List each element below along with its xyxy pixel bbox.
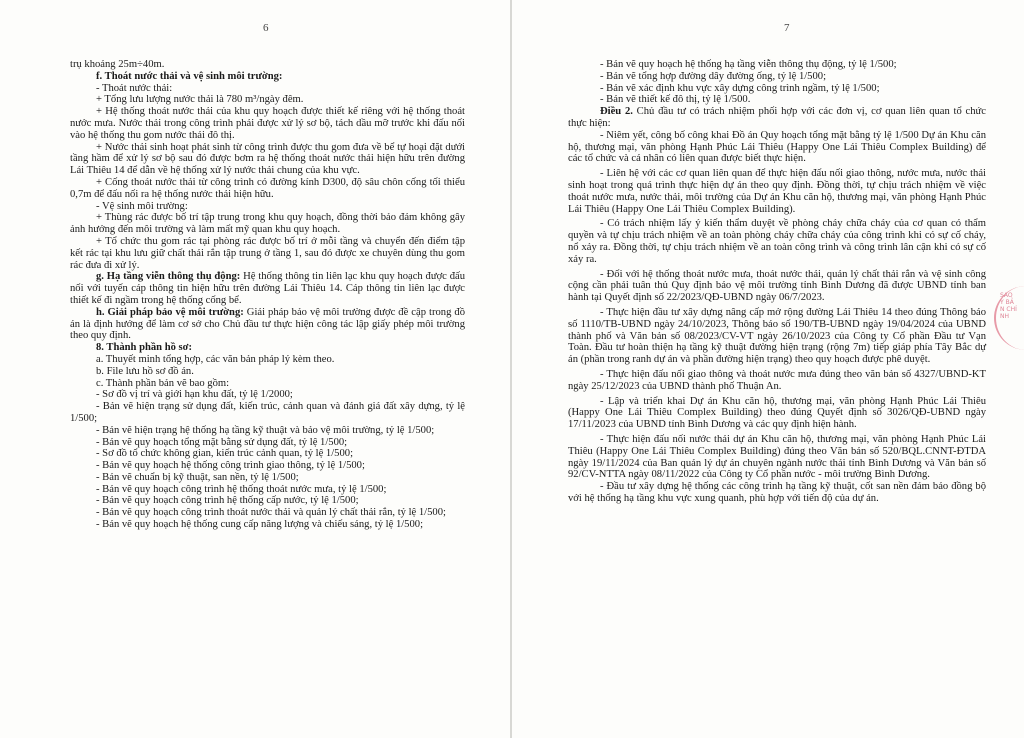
- list-item: - Bản vẽ quy hoạch tổng mặt bằng sử dụng đất, tỷ lệ 1/500;: [96, 436, 348, 448]
- paragraph: - Liên hệ với các cơ quan liên quan để thực hiện đấu nối giao thông, nước mưa, nước thải sinh hoạt trong quá trình thực hiện dự án theo quy định. Đồng thời, tự chịu trách nhiệm về việc thoát nước mưa, nước thải, môi trường của Dự án Khu căn hộ, thương mại, văn phòng Hạnh Phúc Lái Thiêu (Happy One Lái Thiêu Complex Building).: [568, 168, 986, 215]
- paragraph: - Có trách nhiệm lấy ý kiến thẩm duyệt về phòng cháy chữa cháy của cơ quan có thẩm quyền và tự chịu trách nhiệm về an toàn phòng cháy chữa cháy của công trình khi có sự cố cháy, nổ xảy ra. Đồng thời, tự chịu trách nhiệm về an toàn công trình và công trình lân cận khi có sự cố xảy ra.: [568, 218, 986, 265]
- section-h: [70, 307, 465, 342]
- section-g: [70, 271, 465, 306]
- section-heading-g: g. Hạ tầng viễn thông thụ động:: [96, 271, 241, 283]
- left-page: [0, 0, 510, 738]
- list-item: - Sơ đồ vị trí và giới hạn khu đất, tỷ lệ 1/2000;: [96, 389, 293, 401]
- paragraph: - Vệ sinh môi trường:: [96, 200, 188, 212]
- paragraph: - Thoát nước thải:: [96, 82, 173, 94]
- paragraph: - Thực hiện đấu nối nước thải dự án Khu căn hộ, thương mại, văn phòng Hạnh Phúc Lái Thiêu (Happy One Lái Thiêu Complex Building) đúng theo Văn bản số 520/BQL.CNNT-ĐTDA ngày 19/11/2024 của Ban quản lý dự án chuyên ngành nước thải tỉnh Bình Dương và Văn bản số 92/CV-NTTA ngày 08/11/2022 của Công ty Cổ phần nước - môi trường Bình Dương.: [568, 433, 986, 481]
- paragraph: c. Thành phần bản vẽ bao gồm:: [96, 377, 230, 389]
- article-heading: Điều 2.: [600, 106, 633, 118]
- paragraph: - Thực hiện đầu tư xây dựng nâng cấp mở rộng đường Lái Thiêu 14 theo đúng Thông báo số 1110/TB-UBND ngày 24/10/2023, Thông báo số 190/TB-UBND ngày 19/04/2024 của UBND thành phố và Văn bản số 08/2023/CV-VT ngày 26/10/2023 của Công ty Cổ phần Đầu tư Vạn Toàn. Đầu tư hoàn thiện hạ tầng kỹ thuật đường hiện trạng (rộng 7m) tiếp giáp phía Tây Bắc dự án (phần trong ranh dự án và phần đường hiện trạng) theo quy hoạch được phê duyệt.: [568, 306, 986, 366]
- paragraph: - Lập và triển khai Dự án Khu căn hộ, thương mại, văn phòng Hạnh Phúc Lái Thiêu (Happy One Lái Thiêu Complex Building) theo đúng Quyết định số 3026/QĐ-UBND ngày 17/11/2023 của UBND tỉnh Bình Dương và các quy định hiện hành.: [568, 395, 986, 431]
- paragraph: + Nước thải sinh hoạt phát sinh từ công trình được thu gom đưa về bể tự hoại đặt dưới tầng hầm để xử lý sơ bộ sau đó được bơm ra hệ thống thoát nước thải hiện hữu trên đường Lái Thiêu 14 để dẫn về hệ thống xử lý nước thải chung của khu vực.: [70, 141, 465, 177]
- page-number: 6: [263, 22, 269, 34]
- list-item: - Bản vẽ thiết kế đô thị, tỷ lệ 1/500.: [600, 94, 751, 106]
- list-item: - Bản vẽ quy hoạch hệ thống hạ tầng viễn thông thụ động, tỷ lệ 1/500;: [600, 59, 897, 70]
- section-heading-h: h. Giải pháp bảo vệ môi trường:: [96, 306, 244, 318]
- paragraph: - Đầu tư xây dựng hệ thống các công trình hạ tầng kỹ thuật, cốt san nền đảm bảo đồng bộ với hệ thống hạ tầng khu vực xung quanh, phù hợp với tiến độ của dự án.: [568, 481, 986, 504]
- article-2: [568, 106, 986, 130]
- section-heading-f: f. Thoát nước thải và vệ sinh môi trường:: [96, 70, 283, 82]
- paragraph: b. File lưu hồ sơ đồ án.: [96, 365, 194, 377]
- list-item: - Bản vẽ quy hoạch công trình hệ thống cấp nước, tỷ lệ 1/500;: [96, 495, 359, 507]
- paragraph: + Cống thoát nước thải từ công trình có đường kính D300, độ sâu chôn cống tối thiểu 0,7m để đấu nối ra hệ thống nước thải hiện hữu.: [70, 176, 465, 200]
- article-2-text: Chủ đầu tư có trách nhiệm phối hợp với các đơn vị, cơ quan liên quan tổ chức thực hiện:: [568, 106, 987, 129]
- section-heading-8: 8. Thành phần hồ sơ:: [96, 342, 193, 354]
- paragraph: trụ khoảng 25m÷40m.: [70, 59, 165, 70]
- list-item: - Bản vẽ hiện trạng sử dụng đất, kiến trúc, cảnh quan và đánh giá đất xây dựng, tỷ lệ 1/500;: [70, 401, 465, 424]
- list-item: - Bản vẽ quy hoạch hệ thống công trình giao thông, tỷ lệ 1/500;: [96, 460, 365, 472]
- list-item: - Sơ đồ tổ chức không gian, kiến trúc cảnh quan, tỷ lệ 1/500;: [96, 448, 354, 460]
- section-h-text: Giải pháp bảo vệ môi trường được đề cập trong đồ án là định hướng để làm cơ sở cho Chủ đầu tư thực hiện công tác lập giấy phép môi trường theo quy định.: [70, 306, 466, 342]
- left-page-body: [70, 59, 465, 531]
- paragraph: - Thực hiện đấu nối giao thông và thoát nước mưa đúng theo văn bản số 4327/UBND-KT ngày 25/12/2023 của UBND thành phố Thuận An.: [568, 368, 986, 392]
- paragraph: + Tổng lưu lượng nước thải là 780 m³/ngày đêm.: [96, 94, 304, 106]
- list-item: - Bản vẽ quy hoạch công trình thoát nước thải và quản lý chất thải rắn, tỷ lệ 1/500;: [96, 507, 446, 519]
- paragraph: + Tổ chức thu gom rác tại phòng rác được bố trí ở mỗi tầng và chuyển đến điểm tập kết rác tại khu lưu giữ chất thải rắn tập trung ở tầng 1, sau đó được xe chuyên dùng thu gom rác đưa đi xử lý.: [70, 235, 465, 271]
- list-item: - Bản vẽ xác định khu vực xây dựng công trình ngầm, tỷ lệ 1/500;: [600, 82, 880, 94]
- paragraph: + Thùng rác được bố trí tập trung trong khu quy hoạch, đồng thời bảo đảm không gây ảnh hưởng đến môi trường và làm mất mỹ quan khu quy hoạch.: [70, 212, 465, 236]
- paragraph: - Niêm yết, công bố công khai Đồ án Quy hoạch tổng mặt bằng tỷ lệ 1/500 Dự án Khu căn hộ, thương mại, văn phòng Hạnh Phúc Lái Thiêu (Happy One Lái Thiêu Complex Building) để các tổ chức và cá nhân có liên quan được biết thực hiện.: [568, 129, 986, 165]
- paragraph: - Đối với hệ thống thoát nước mưa, thoát nước thải, quản lý chất thải rắn và vệ sinh công cộng cần phải tuân thủ Quy định bảo vệ môi trường tỉnh Bình Dương đã được UBND tỉnh ban hành tại Quyết định số 22/2023/QĐ-UBND ngày 06/7/2023.: [568, 268, 986, 304]
- stamp-text: SAO Y BẢN CHÍNH: [1000, 292, 1017, 320]
- right-page-body: [568, 59, 986, 505]
- paragraph: a. Thuyết minh tổng hợp, các văn bản pháp lý kèm theo.: [96, 353, 335, 365]
- page-number: 7: [784, 22, 790, 34]
- right-page: [512, 0, 1024, 738]
- list-item: - Bản vẽ hiện trạng hệ thống hạ tầng kỹ thuật và bảo vệ môi trường, tỷ lệ 1/500;: [96, 424, 435, 436]
- paragraph: + Hệ thống thoát nước thải của khu quy hoạch được thiết kế riêng với hệ thống thoát nước mưa. Nước thải trong công trình phải được xử lý sơ bộ, tách dầu mỡ trước khi đấu nối vào hệ thống thu gom nước thải đô thị.: [70, 106, 465, 141]
- list-item: - Bản vẽ quy hoạch công trình hệ thống thoát nước mưa, tỷ lệ 1/500;: [96, 483, 387, 495]
- list-item: - Bản vẽ chuẩn bị kỹ thuật, san nền, tỷ lệ 1/500;: [96, 471, 299, 483]
- section-g-text: Hệ thống thông tin liên lạc khu quy hoạch được đấu nối với tuyến cáp thông tin hiện hữu trên đường Lái Thiêu 14. Cáp thông tin liên lạc được thiết kế đi ngầm trong hệ thống cống bể.: [70, 271, 465, 306]
- list-item: - Bản vẽ tổng hợp đường dây đường ống, tỷ lệ 1/500;: [600, 70, 827, 82]
- list-item: - Bản vẽ quy hoạch hệ thống cung cấp năng lượng và chiếu sáng, tỷ lệ 1/500;: [96, 519, 424, 531]
